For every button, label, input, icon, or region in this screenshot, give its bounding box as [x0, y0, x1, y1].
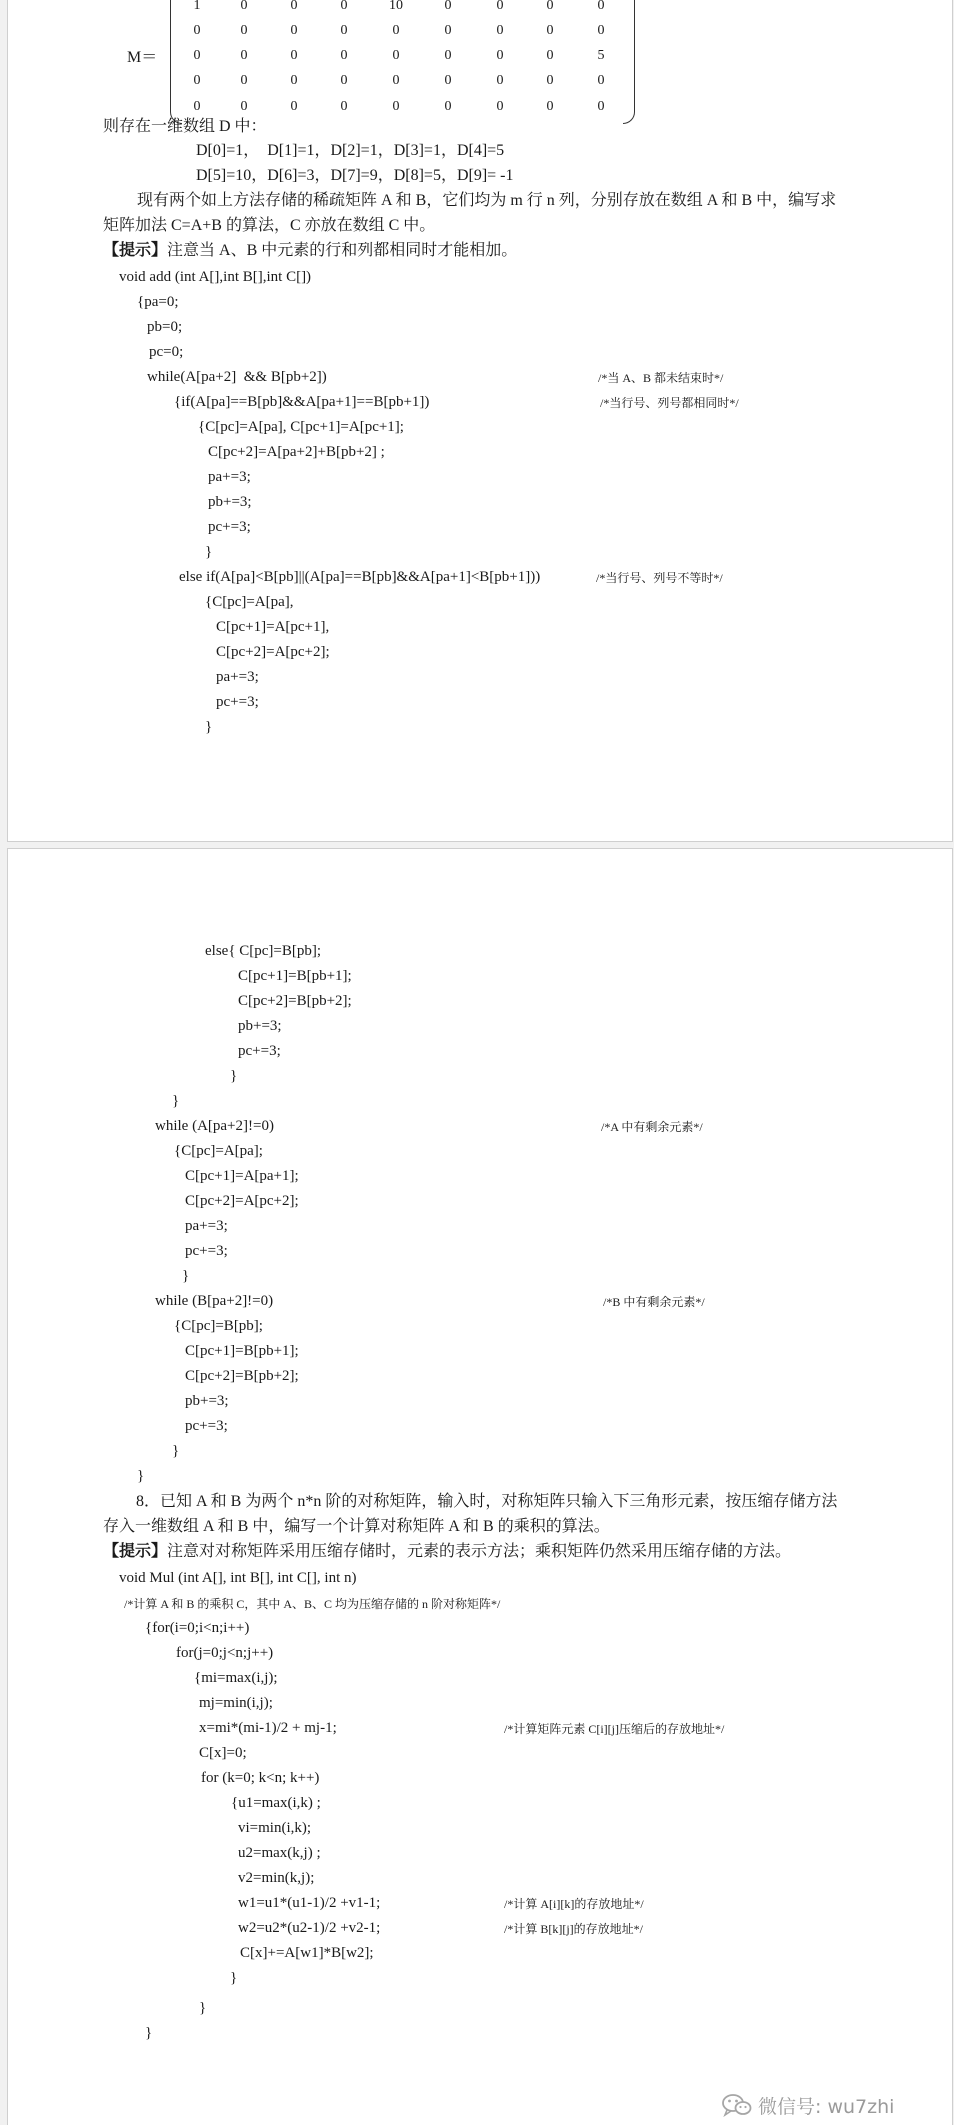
code-line: for (k=0; k<n; k++): [201, 1770, 320, 1786]
matrix-cell: 0: [290, 48, 298, 63]
code-line: {for(i=0;i<n;i++): [145, 1620, 250, 1636]
code-line: C[pc+2]=A[pc+2];: [185, 1193, 299, 1209]
code-line: for(j=0;j<n;j++): [176, 1645, 274, 1661]
matrix-cell: 0: [240, 23, 248, 38]
matrix-row: [0, 22, 954, 40]
matrix-cell: 0: [444, 48, 452, 63]
code-line: mj=min(i,j);: [199, 1695, 273, 1711]
code-line: }: [137, 1468, 145, 1484]
matrix-cell: 0: [290, 99, 298, 114]
matrix-cell: 0: [444, 0, 452, 13]
code-comment: /*当行号、列号不等时*/: [596, 571, 723, 585]
matrix-cell: 0: [340, 23, 348, 38]
page-2: [7, 848, 953, 2125]
matrix-row: [0, 72, 954, 90]
matrix-cell: 0: [392, 48, 400, 63]
code-line: }: [230, 1068, 238, 1084]
matrix-cell: 0: [444, 73, 452, 88]
matrix-cell: 0: [546, 48, 554, 63]
matrix-cell: 0: [193, 23, 201, 38]
matrix-cell: 0: [496, 48, 504, 63]
code-line: pa+=3;: [185, 1218, 228, 1234]
code-line: void Mul (int A[], int B[], int C[], int n): [119, 1570, 357, 1586]
code-line: C[pc+1]=A[pa+1];: [185, 1168, 299, 1184]
code-line: else{ C[pc]=B[pb];: [205, 943, 322, 959]
code-line: }: [205, 719, 213, 735]
matrix-cell: 0: [193, 73, 201, 88]
matrix-cell: 0: [290, 0, 298, 13]
matrix-cell: 0: [597, 99, 605, 114]
matrix-row: [0, 0, 954, 15]
matrix-cell: 0: [240, 73, 248, 88]
hint-tag: 【提示】: [103, 242, 168, 259]
matrix-cell: 0: [340, 73, 348, 88]
code-line: {if(A[pa]==B[pb]&&A[pa+1]==B[pb+1]): [174, 394, 430, 410]
code-line: }: [199, 2000, 207, 2016]
matrix-cell: 0: [392, 73, 400, 88]
wechat-icon: [722, 2093, 752, 2117]
matrix-cell: 0: [240, 48, 248, 63]
code-line: {C[pc]=B[pb];: [174, 1318, 263, 1334]
matrix-cell: 0: [340, 48, 348, 63]
code-line: v2=min(k,j);: [238, 1870, 315, 1886]
matrix-cell: 0: [240, 0, 248, 13]
watermark-text: 微信号: wu7zhi: [758, 2095, 895, 2118]
matrix-cell: 0: [597, 23, 605, 38]
matrix-cell: 0: [340, 0, 348, 13]
matrix-cell: 0: [496, 99, 504, 114]
code-line: {u1=max(i,k) ;: [231, 1795, 321, 1811]
hint-text: 注意对对称矩阵采用压缩存储时，元素的表示方法；乘积矩阵仍然采用压缩存储的方法。: [167, 1543, 792, 1560]
code-comment: /*计算 B[k][j]的存放地址*/: [504, 1922, 643, 1936]
matrix-cell: 0: [546, 99, 554, 114]
matrix-cell: 0: [193, 99, 201, 114]
code-line: {mi=max(i,j);: [194, 1670, 278, 1686]
code-line: }: [205, 544, 213, 560]
matrix-cell: 0: [444, 23, 452, 38]
matrix-cell: 0: [496, 0, 504, 13]
code-line: while(A[pa+2] && B[pb+2]): [147, 369, 327, 385]
code-line: }: [172, 1093, 180, 1109]
code-line: }: [230, 1970, 238, 1986]
problem-8-line-2: 存入一维数组 A 和 B 中，编写一个计算对称矩阵 A 和 B 的乘积的算法。: [103, 1518, 610, 1535]
matrix-cell: 0: [546, 0, 554, 13]
code-line: C[x]=0;: [199, 1745, 247, 1761]
code-line: C[pc+2]=B[pb+2];: [185, 1368, 299, 1384]
matrix-cell: 10: [389, 0, 403, 13]
d-intro: 则存在一维数组 D 中：: [103, 118, 267, 135]
matrix-cell: 0: [496, 73, 504, 88]
code-line: pc=0;: [149, 344, 184, 360]
code-line: pc+=3;: [185, 1243, 228, 1259]
matrix-cell: 0: [546, 23, 554, 38]
matrix-cell: 0: [340, 99, 348, 114]
matrix-row: [0, 98, 954, 116]
code-line: pc+=3;: [216, 694, 259, 710]
code-line: {pa=0;: [137, 294, 179, 310]
code-comment: /*当行号、列号都相同时*/: [600, 396, 739, 410]
code-line: while (B[pa+2]!=0): [155, 1293, 274, 1309]
code-line: {C[pc]=A[pa],: [205, 594, 294, 610]
hint-text: 注意当 A、B 中元素的行和列都相同时才能相加。: [167, 242, 518, 259]
code-comment: /*计算矩阵元素 C[i][j]压缩后的存放地址*/: [504, 1722, 725, 1736]
code-line: }: [182, 1268, 190, 1284]
watermark: [722, 2092, 894, 2118]
code-line: pa+=3;: [216, 669, 259, 685]
code-line: C[pc+2]=B[pb+2];: [238, 993, 352, 1009]
code-comment: /*计算 A[i][k]的存放地址*/: [504, 1897, 644, 1911]
code-line: C[pc+2]=A[pa+2]+B[pb+2] ;: [208, 444, 385, 460]
matrix-cell: 0: [597, 73, 605, 88]
hint-2: [103, 1542, 791, 1562]
matrix-cell: 0: [392, 99, 400, 114]
code-line: pa+=3;: [208, 469, 251, 485]
code-line: while (A[pa+2]!=0): [155, 1118, 274, 1134]
hint-tag: 【提示】: [103, 1543, 168, 1560]
code-line: w1=u1*(u1-1)/2 +v1-1;: [238, 1895, 381, 1911]
code-line: }: [145, 2025, 153, 2041]
matrix-cell: 0: [392, 23, 400, 38]
matrix-cell: 0: [444, 99, 452, 114]
matrix-row: [0, 47, 954, 65]
code-line: else if(A[pa]<B[pb]||(A[pa]==B[pb]&&A[pa+1]<B[pb+1])): [179, 569, 541, 585]
matrix-cell: 0: [496, 23, 504, 38]
code-line: pc+=3;: [238, 1043, 281, 1059]
problem-8-line-1: 8．已知 A 和 B 为两个 n*n 阶的对称矩阵，输入时，对称矩阵只输入下三角形元素，按压缩存储方法: [136, 1493, 838, 1510]
code-line: C[pc+1]=B[pb+1];: [185, 1343, 299, 1359]
d-line-2: D[5]=10，D[6]=3，D[7]=9，D[8]=5，D[9]= -1: [196, 167, 514, 184]
code-comment: /*当 A、B 都未结束时*/: [598, 371, 724, 385]
matrix-cell: 0: [597, 0, 605, 13]
code-line: pb+=3;: [208, 494, 252, 510]
matrix-cell: 0: [240, 99, 248, 114]
matrix-cell: 0: [290, 23, 298, 38]
d-line-1: D[0]=1， D[1]=1，D[2]=1，D[3]=1，D[4]=5: [196, 142, 505, 159]
code-line: C[x]+=A[w1]*B[w2];: [240, 1945, 374, 1961]
matrix-cell: 0: [290, 73, 298, 88]
matrix-cell: 5: [597, 48, 605, 63]
code-line: {C[pc]=A[pa];: [174, 1143, 263, 1159]
code-line: pb+=3;: [185, 1393, 229, 1409]
code-line: void add (int A[],int B[],int C[]): [119, 269, 312, 285]
code-line: pc+=3;: [208, 519, 251, 535]
code-line: {C[pc]=A[pa], C[pc+1]=A[pc+1];: [198, 419, 404, 435]
code-comment: /*计算 A 和 B 的乘积 C，其中 A、B、C 均为压缩存储的 n 阶对称矩阵*/: [124, 1597, 501, 1611]
matrix-cell: 0: [193, 48, 201, 63]
problem-line-1: 现有两个如上方法存储的稀疏矩阵 A 和 B，它们均为 m 行 n 列，分别存放在数组 A 和 B 中，编写求: [137, 192, 837, 209]
matrix-label: M＝: [127, 49, 158, 66]
code-line: pb=0;: [147, 319, 183, 335]
matrix-cell: 0: [546, 73, 554, 88]
code-line: }: [172, 1443, 180, 1459]
code-line: u2=max(k,j) ;: [238, 1845, 321, 1861]
code-line: w2=u2*(u2-1)/2 +v2-1;: [238, 1920, 381, 1936]
code-line: x=mi*(mi-1)/2 + mj-1;: [199, 1720, 337, 1736]
code-line: vi=min(i,k);: [238, 1820, 312, 1836]
problem-line-2: 矩阵加法 C=A+B 的算法，C 亦放在数组 C 中。: [103, 217, 436, 234]
code-comment: /*B 中有剩余元素*/: [603, 1295, 705, 1309]
hint-1: [103, 241, 517, 261]
code-line: C[pc+1]=B[pb+1];: [238, 968, 352, 984]
code-line: pb+=3;: [238, 1018, 282, 1034]
matrix-cell: 1: [193, 0, 201, 13]
code-line: C[pc+2]=A[pc+2];: [216, 644, 330, 660]
code-comment: /*A 中有剩余元素*/: [601, 1120, 703, 1134]
code-line: C[pc+1]=A[pc+1],: [216, 619, 330, 635]
code-line: pc+=3;: [185, 1418, 228, 1434]
